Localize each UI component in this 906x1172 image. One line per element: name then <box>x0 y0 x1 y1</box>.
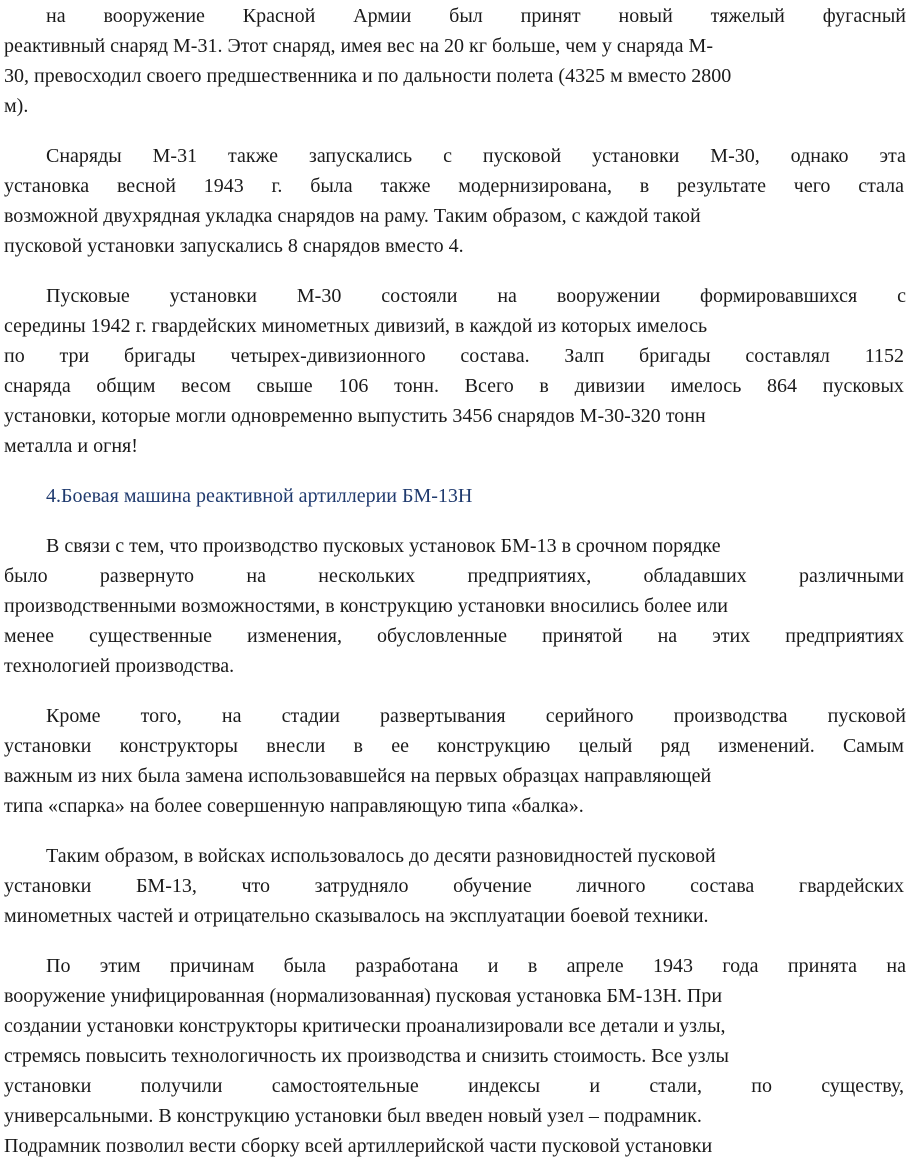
word: Армии <box>353 5 412 27</box>
word: с <box>897 285 906 307</box>
text-line <box>46 4 906 28</box>
word: на <box>46 5 66 27</box>
word: пусковой <box>482 145 562 167</box>
word: чего <box>793 175 831 197</box>
word: 106 <box>338 375 369 397</box>
text-line: Таким образом, в войсках использовалось до десяти разновидностей пусковой <box>46 845 716 867</box>
word: на <box>497 285 517 307</box>
word: установка <box>4 175 90 197</box>
word: была <box>310 175 353 197</box>
word: принята <box>787 955 858 977</box>
word: с <box>443 145 452 167</box>
word: имелось <box>670 375 742 397</box>
word: причинам <box>169 955 255 977</box>
word: Кроме <box>46 705 101 727</box>
text-line: типа «спарка» на более совершенную направляющую типа «балка». <box>4 795 584 817</box>
word: 864 <box>767 375 798 397</box>
word: гвардейских <box>798 875 904 897</box>
word: вооружение <box>103 5 205 27</box>
word: Всего <box>464 375 514 397</box>
word: состава. <box>460 345 530 367</box>
word: была <box>283 955 327 977</box>
word: Пусковые <box>46 285 130 307</box>
word: формировавшихся <box>700 285 858 307</box>
text-line <box>46 704 906 728</box>
word: серийного <box>545 705 634 727</box>
word: три <box>59 345 90 367</box>
text-line: возможной двухрядная укладка снарядов на раму. Таким образом, с каждой такой <box>4 205 701 227</box>
word: М-31 <box>152 145 198 167</box>
word: по <box>751 1075 772 1097</box>
word: результате <box>676 175 767 197</box>
word: того, <box>140 705 182 727</box>
word: апреле <box>566 955 624 977</box>
word: индексы <box>468 1075 541 1097</box>
word: личного <box>576 875 646 897</box>
word: модернизирована, <box>458 175 612 197</box>
section-heading: 4.Боевая машина реактивной артиллерии БМ-13Н <box>46 485 473 507</box>
word: развертывания <box>380 705 506 727</box>
text-line: металла и огня! <box>4 435 138 457</box>
word: на <box>246 565 266 587</box>
text-line: реактивный снаряд М-31. Этот снаряд, имея вес на 20 кг больше, чем у снаряда М- <box>4 35 713 57</box>
word: состояли <box>381 285 458 307</box>
text-line <box>46 144 906 168</box>
word: предприятиях, <box>467 565 592 587</box>
word: стала <box>858 175 904 197</box>
word: пусковых <box>822 375 904 397</box>
text-line: создании установки конструкторы критически проанализировали все детали и узлы, <box>4 1015 726 1037</box>
word: тонн. <box>394 375 439 397</box>
word: принят <box>520 5 581 27</box>
text-line <box>4 734 904 758</box>
word: затрудняло <box>314 875 409 897</box>
text-line: минометных частей и отрицательно сказывалось на эксплуатации боевой техники. <box>4 905 709 927</box>
word: общим <box>96 375 156 397</box>
word: производства <box>673 705 788 727</box>
word: 1152 <box>864 345 904 367</box>
word: состава <box>690 875 755 897</box>
word: обучение <box>453 875 532 897</box>
text-line <box>4 624 904 648</box>
word: ее <box>391 735 409 757</box>
text-line <box>46 954 906 978</box>
word: нескольких <box>318 565 416 587</box>
text-line <box>46 284 906 308</box>
word: Самым <box>842 735 904 757</box>
word: стали, <box>649 1075 702 1097</box>
word: снаряда <box>4 375 71 397</box>
word: изменений. <box>718 735 815 757</box>
word: в <box>639 175 650 197</box>
text-line <box>4 374 904 398</box>
text-line <box>4 344 904 368</box>
word: различными <box>798 565 904 587</box>
word: 1943 <box>203 175 244 197</box>
word: на <box>657 625 678 647</box>
word: на <box>221 705 242 727</box>
word: что <box>241 875 271 897</box>
word: изменения, <box>246 625 343 647</box>
text-line: производственными возможностями, в конструкцию установки вносились более или <box>4 595 729 617</box>
word: Снаряды <box>46 145 122 167</box>
word: года <box>722 955 759 977</box>
word: тяжелый <box>710 5 785 27</box>
word: разработана <box>355 955 459 977</box>
word: М-30 <box>296 285 342 307</box>
text-line <box>4 174 904 198</box>
word: конструкцию <box>437 735 551 757</box>
word: запускались <box>308 145 413 167</box>
word: существу, <box>821 1075 904 1097</box>
word: установки <box>169 285 257 307</box>
word: получили <box>140 1075 223 1097</box>
word: 1943 <box>653 955 694 977</box>
word: обусловленные <box>377 625 508 647</box>
word: в <box>527 955 538 977</box>
text-line: установки, которые могли одновременно выпустить 3456 снарядов М-30-320 тонн <box>4 405 706 427</box>
word: М-30, <box>710 145 760 167</box>
word: в <box>353 735 363 757</box>
text-line: м). <box>4 95 29 117</box>
word: на <box>886 955 906 977</box>
word: этих <box>712 625 751 647</box>
word: ряд <box>660 735 690 757</box>
text-line: пусковой установки запускались 8 снарядов вместо 4. <box>4 235 464 257</box>
word: установки <box>4 1075 92 1097</box>
word: вооружении <box>556 285 661 307</box>
word: весной <box>116 175 176 197</box>
text-line: важным из них была замена использовавшейся на первых образцах направляющей <box>4 765 712 787</box>
word: четырех-дивизионного <box>230 345 426 367</box>
word: бригады <box>124 345 196 367</box>
word: и <box>487 955 499 977</box>
text-line <box>4 564 904 588</box>
word: целый <box>578 735 633 757</box>
word: новый <box>618 5 673 27</box>
text-line: 30, превосходил своего предшественника и по дальности полета (4325 м вместо 2800 <box>4 65 732 87</box>
text-line: технологией производства. <box>4 655 235 677</box>
word: весом <box>181 375 231 397</box>
word: конструкторы <box>119 735 238 757</box>
word: развернуто <box>99 565 195 587</box>
word: По <box>46 955 71 977</box>
word: Красной <box>242 5 316 27</box>
word: по <box>4 345 25 367</box>
text-line <box>4 874 904 898</box>
text-line: В связи с тем, что производство пусковых установок БМ-13 в срочном порядке <box>46 535 721 557</box>
word: этим <box>99 955 141 977</box>
word: установки <box>4 875 92 897</box>
word: также <box>380 175 431 197</box>
text-line: середины 1942 г. гвардейских минометных дивизий, в каждой из которых имелось <box>4 315 708 337</box>
word: также <box>228 145 279 167</box>
text-line: универсальными. В конструкцию установки был введен новый узел – подрамник. <box>4 1105 702 1127</box>
word: было <box>4 565 48 587</box>
word: фугасный <box>822 5 906 27</box>
word: свыше <box>256 375 313 397</box>
word: Залп <box>564 345 605 367</box>
text-line: вооружение унифицированная (нормализованная) пусковая установка БМ-13Н. При <box>4 985 723 1007</box>
word: стадии <box>281 705 340 727</box>
word: внесли <box>266 735 326 757</box>
word: самостоятельные <box>271 1075 419 1097</box>
word: установки <box>4 735 92 757</box>
word: БМ-13, <box>135 875 197 897</box>
word: дивизии <box>574 375 645 397</box>
word: существенные <box>89 625 212 647</box>
word: пусковой <box>827 705 906 727</box>
word: и <box>589 1075 601 1097</box>
word: установки <box>592 145 680 167</box>
word: менее <box>4 625 54 647</box>
word: г. <box>271 175 283 197</box>
word: обладавших <box>643 565 747 587</box>
word: однако <box>790 145 849 167</box>
word: предприятиях <box>785 625 904 647</box>
word: составлял <box>745 345 830 367</box>
text-line <box>4 1074 904 1098</box>
text-line: Подрамник позволил вести сборку всей артиллерийской части пусковой установки <box>4 1135 713 1157</box>
text-line: стремясь повысить технологичность их производства и снизить стоимость. Все узлы <box>4 1045 729 1067</box>
word: в <box>539 375 549 397</box>
word: бригады <box>639 345 711 367</box>
word: эта <box>879 145 906 167</box>
word: принятой <box>542 625 623 647</box>
word: был <box>449 5 483 27</box>
